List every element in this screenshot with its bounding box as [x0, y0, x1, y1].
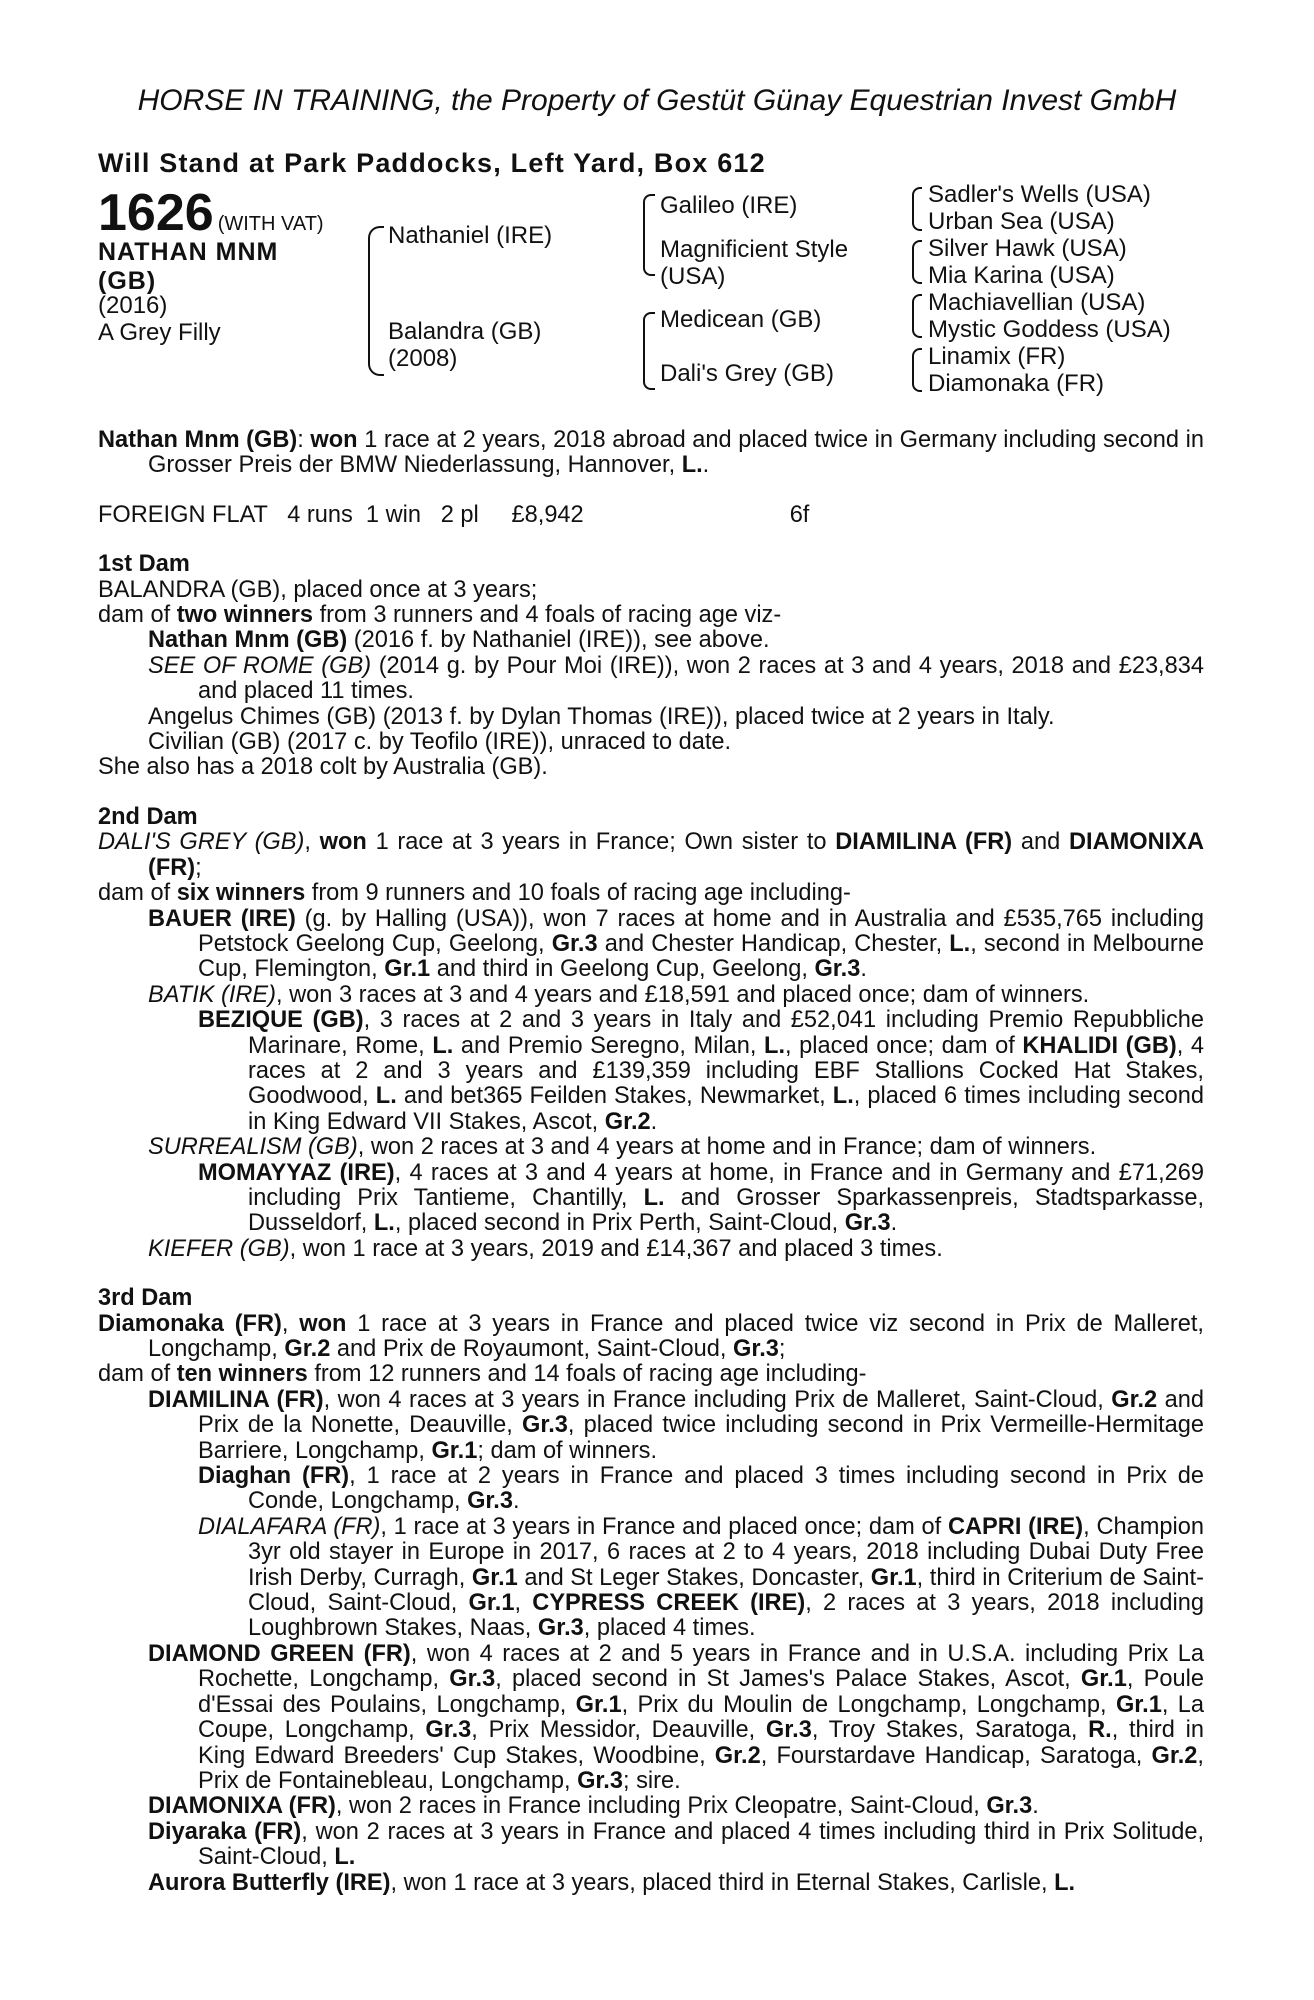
mom-g3: Gr.3 [844, 1210, 891, 1237]
dml-t1: , won 4 races at 3 years in France including Prix de Malleret, Saint-Cloud, [323, 1386, 1112, 1413]
fd-e2-name: SEE OF ROME (GB) [148, 652, 372, 679]
fd-e1-text: (2016 f. by Nathaniel (IRE)), see above. [347, 627, 770, 654]
dg-g2: Gr.1 [1080, 1666, 1127, 1693]
mom-g1: L. [643, 1184, 665, 1211]
dg-t6: , Prix Messidor, Deauville, [471, 1717, 766, 1744]
sur-text: , won 2 races at 3 and 4 years at home and in France; dam of winners. [357, 1134, 1097, 1161]
catalogue-header: HORSE IN TRAINING, the Property of Gestüt Günay Equestrian Invest GmbH [137, 84, 1177, 117]
sd-sister2: DIAMONIXA (FR) [148, 829, 1204, 881]
dml-g3: Gr.1 [431, 1437, 478, 1464]
first-dam-entry: Angelus Chimes (GB) (2013 f. by Dylan Thomas (IRE)), placed twice at 2 years in Italy. [148, 703, 1055, 730]
second-dam-entry [98, 983, 1204, 1008]
first-dam-line: BALANDRA (GB), placed once at 3 years; [98, 576, 538, 603]
pedigree-bracket-ss [912, 187, 922, 231]
khal-g2: L. [832, 1083, 854, 1110]
td-name: Diamonaka (FR) [98, 1310, 282, 1337]
bauer-g4: Gr.3 [814, 956, 861, 983]
bauer-t4: and third in Geelong Cup, Geelong, [430, 956, 815, 983]
dmx-g1: Gr.3 [986, 1793, 1033, 1820]
bez-t3: , placed once; dam of [785, 1032, 1023, 1059]
pedigree-sire-sire: Galileo (IRE) [660, 192, 798, 219]
first-dam-entry [98, 628, 1204, 653]
diy-t1: , won 2 races at 3 years in France and placed 4 times including third in Prix Solitude, Saint-Cloud, [198, 1818, 1204, 1871]
td-t2: 1 race at 3 years in France and placed twice viz second in Prix de Malleret, Longchamp, [148, 1310, 1204, 1362]
dg-g3: Gr.1 [575, 1691, 622, 1718]
second-dam-entry [98, 907, 1204, 983]
dg-g10: Gr.3 [577, 1767, 623, 1794]
dml-t2: and Prix de la Nonette, Deauville, [198, 1386, 1205, 1439]
sd-t4: ; [195, 854, 202, 881]
second-dam-heading: 2nd Dam [98, 803, 198, 830]
first-dam-entry: Civilian (GB) (2017 c. by Teofilo (IRE)), unraced to date. [148, 729, 732, 756]
diyaraka-name: Diyaraka (FR) [148, 1818, 302, 1845]
horse-name-line1: NATHAN MNM [98, 238, 279, 266]
capri-t3: , third in Criterium de Saint-Cloud, Saint-Cloud, [248, 1564, 1204, 1617]
td-runners: from 12 runners and 14 foals of racing age including- [307, 1361, 867, 1388]
horse-name [98, 238, 328, 296]
bez-g1: L. [432, 1032, 454, 1059]
dg-t8: , third in King Edward Breeders' Cup Stakes, Woodbine, [198, 1717, 1204, 1769]
dg-g1: Gr.3 [449, 1666, 496, 1693]
cyp-g1: Gr.3 [537, 1615, 584, 1642]
dg-g6: Gr.3 [765, 1717, 812, 1744]
bauer-t2: and Chester Handicap, Chester, [597, 930, 950, 957]
pedigree-sire-dam [660, 236, 848, 290]
sd-t3: and [1012, 829, 1069, 856]
khal-g1: L. [375, 1083, 397, 1110]
dg-t4: , Prix du Moulin de Longchamp, Longchamp, [621, 1691, 1116, 1718]
third-dam-entry [98, 1388, 1204, 1464]
mom-t4: . [890, 1210, 898, 1237]
sd-runners: from 9 runners and 10 foals of racing age including- [305, 880, 851, 907]
horse-name-line2: (GB) [98, 267, 157, 295]
pedigree-dam-name: Balandra (GB) [388, 318, 542, 345]
khal-t3: , placed 6 times including second in King Edward VII Stakes, Ascot, [248, 1083, 1205, 1135]
capri-g2: Gr.1 [870, 1564, 917, 1591]
cyp-t2: , placed 4 times. [583, 1615, 756, 1642]
bauer-t1: (g. by Halling (USA)), won 7 races at home and in Australia and £535,765 including Petstock Geelong Cup, Geelong, [198, 905, 1204, 957]
sd-t2: 1 race at 3 years in France; Own sister to [366, 829, 836, 856]
horse-summary: Nathan Mnm (GB): won 1 race at 2 years, 2018 abroad and placed twice in Germany including second in Grosser Preis der BMW Niederlassung, Hannover, L.. [98, 427, 1204, 479]
fd-runners: from 3 runners and 4 foals of racing age viz- [313, 602, 782, 629]
third-dam-entry [98, 1820, 1204, 1871]
race-record [98, 503, 1204, 528]
fd-dam-of: dam of [98, 602, 177, 629]
dml-g2: Gr.3 [521, 1412, 568, 1439]
record-placed: 2 pl [440, 501, 479, 528]
pedigree-sire-dam-name: Magnificient Style [660, 236, 849, 263]
summary-won: won [310, 427, 358, 453]
pedigree-dds: Linamix (FR) [928, 343, 1066, 370]
third-dam-entry [98, 1794, 1204, 1819]
stand-location: Will Stand at Park Paddocks, Left Yard, Box 612 [98, 148, 766, 178]
dg-g5: Gr.3 [425, 1717, 472, 1744]
pedigree-dam-sire: Medicean (GB) [660, 306, 822, 333]
dialafara-name: DIALAFARA (FR) [198, 1513, 381, 1540]
dg-t10: , Prix de Fontainebleau, Longchamp, [198, 1742, 1204, 1794]
aur-g1: L. [1054, 1869, 1076, 1896]
second-dam-subentry [98, 1161, 1204, 1237]
record-distance: 6f [789, 501, 810, 528]
mom-t1: , 4 races at 3 and 4 years at home, in France and in Germany and £71,269 including Prix Tantieme, Chantilly, [248, 1159, 1204, 1211]
khal-t4: . [650, 1108, 658, 1135]
mom-g2: L. [373, 1210, 395, 1237]
surrealism-name: SURREALISM (GB) [148, 1134, 358, 1161]
sd-dam-of: dam of [98, 880, 177, 907]
pedigree-dam-dam: Dali's Grey (GB) [660, 360, 834, 387]
second-dam-entry [98, 1135, 1204, 1160]
mom-t3: , placed second in Prix Perth, Saint-Cloud, [394, 1210, 845, 1237]
bauer-g3: Gr.1 [384, 956, 431, 983]
dfa-t1: , 1 race at 3 years in France and placed once; dam of [380, 1513, 948, 1540]
pedigree-bracket-gen1 [368, 226, 384, 376]
dg-g4: Gr.1 [1115, 1691, 1162, 1718]
bezique-name: BEZIQUE (GB) [198, 1007, 364, 1034]
pedigree-sdd: Mia Karina (USA) [928, 262, 1115, 289]
pedigree-sds: Silver Hawk (USA) [928, 235, 1127, 262]
pedigree-dsd: Mystic Goddess (USA) [928, 316, 1171, 343]
first-dam-entry [98, 654, 1204, 705]
pedigree-bracket-sire [643, 194, 655, 276]
kiefer-name: KIEFER (GB) [148, 1235, 290, 1262]
dg-t9: , Fourstardave Handicap, Saratoga, [760, 1742, 1152, 1769]
td-t1: , [281, 1310, 300, 1337]
sd-winners: six winners [176, 880, 306, 907]
bauer-t5: . [860, 956, 867, 983]
dg-t7: , Troy Stakes, Saratoga, [811, 1717, 1089, 1744]
batik-name: BATIK (IRE) [148, 981, 277, 1008]
dml-g1: Gr.2 [1111, 1386, 1158, 1413]
aurora-butterfly-name: Aurora Butterfly (IRE) [148, 1869, 391, 1896]
record-label: FOREIGN FLAT [98, 501, 268, 528]
third-dam-subentry [98, 1464, 1204, 1515]
horse-year: (2016) [98, 292, 168, 319]
khal-t2: and bet365 Feilden Stakes, Newmarket, [396, 1083, 833, 1110]
dg-t5: , La Coupe, Longchamp, [198, 1691, 1205, 1744]
fd-e1-name: Nathan Mnm (GB) [148, 627, 348, 654]
sd-name: DALI'S GREY (GB) [98, 829, 305, 856]
first-dam-also: She also has a 2018 colt by Australia (GB). [98, 754, 548, 781]
capri-t2: and St Leger Stakes, Doncaster, [517, 1564, 871, 1591]
third-dam-subentry [98, 1515, 1204, 1642]
pedigree-dss: Machiavellian (USA) [928, 289, 1146, 316]
fd-winners: two winners [176, 602, 314, 629]
bauer-name: BAUER (IRE) [148, 905, 296, 932]
dia-g1: Gr.3 [467, 1488, 513, 1515]
bez-g2: L. [764, 1032, 786, 1059]
third-dam-produce [98, 1362, 1204, 1387]
kief-text: , won 1 race at 3 years, 2019 and £14,367 and placed 3 times. [289, 1235, 943, 1262]
third-dam-heading: 3rd Dam [98, 1285, 193, 1312]
pedigree-sire: Nathaniel (IRE) [388, 222, 553, 249]
third-dam-line [98, 1312, 1204, 1363]
cyp-t1: , 2 races at 3 years, 2018 including Loughbrown Stakes, Naas, [248, 1590, 1204, 1642]
dia-t2: . [512, 1488, 520, 1515]
td-winners: ten winners [176, 1361, 308, 1388]
vat-note: (WITH VAT) [217, 213, 324, 235]
summary-grade: L. [681, 452, 703, 479]
summary-end: . [702, 452, 710, 479]
dg-g7: R. [1088, 1717, 1112, 1744]
dg-t1: , won 4 races at 2 and 5 years in France and in U.S.A. including Prix La Rochette, Longchamp, [198, 1640, 1204, 1693]
aur-t1: , won 1 race at 3 years, placed third in Eternal Stakes, Carlisle, [390, 1869, 1055, 1896]
sd-won: won [319, 829, 367, 856]
dml-t3: , placed twice including second in Prix Vermeille-Hermitage Barriere, Longchamp, [198, 1412, 1204, 1464]
pedigree-sire-dam-origin: (USA) [660, 263, 726, 290]
dg-t2: , placed second in St James's Palace Stakes, Ascot, [495, 1666, 1081, 1693]
third-dam-entry [98, 1642, 1204, 1794]
diamonixa-name: DIAMONIXA (FR) [148, 1793, 336, 1820]
td-t4: ; [778, 1336, 786, 1362]
mom-t2: and Grosser Sparkassenpreis, Stadtsparkasse, Dusseldorf, [248, 1184, 1204, 1237]
pedigree-bracket-ds [912, 294, 922, 338]
bauer-t3: , second in Melbourne Cup, Flemington, [198, 930, 1204, 983]
bez-t2: and Premio Seregno, Milan, [453, 1032, 765, 1059]
capri-t1: , Champion 3yr old stayer in Europe in 2017, 6 races at 2 to 4 years, 2018 including Dubai Duty Free Irish Derby, Curragh, [248, 1513, 1204, 1591]
dg-g8: Gr.2 [714, 1742, 761, 1769]
fd-e2-text: (2014 g. by Pour Moi (IRE)), won 2 races at 3 and 4 years, 2018 and £23,834 and placed 11 times. [198, 652, 1204, 705]
khal-t1: , 4 races at 2 and 3 years and £139,359 including EBF Stallions Cocked Hat Stakes, Goodwood, [248, 1032, 1204, 1110]
pedigree-sss: Sadler's Wells (USA) [928, 181, 1151, 208]
diamond-green-name: DIAMOND GREEN (FR) [148, 1640, 411, 1667]
first-dam-heading: 1st Dam [98, 551, 190, 578]
capri-name: CAPRI (IRE) [947, 1513, 1084, 1540]
cypress-creek-name: CYPRESS CREEK (IRE) [532, 1590, 806, 1617]
diy-g1: L. [334, 1844, 356, 1871]
bauer-g1: Gr.3 [551, 930, 598, 957]
td-g2: Gr.3 [732, 1336, 779, 1362]
diaghan-name: Diaghan (FR) [198, 1463, 350, 1490]
diamilina-name: DIAMILINA (FR) [148, 1386, 324, 1413]
summary-horse-name: Nathan Mnm (GB) [98, 427, 298, 453]
pedigree-dam [388, 318, 541, 372]
pedigree-bracket-dd [912, 348, 922, 392]
capri-t4: , [514, 1590, 533, 1617]
dg-g9: Gr.2 [1151, 1742, 1198, 1769]
pedigree-ddd: Diamonaka (FR) [928, 370, 1105, 397]
batik-text: , won 3 races at 3 and 4 years and £18,591 and placed once; dam of winners. [276, 981, 1090, 1008]
td-t3: and Prix de Royaumont, Saint-Cloud, [330, 1336, 733, 1362]
bauer-g2: L. [949, 930, 971, 957]
capri-g3: Gr.1 [468, 1590, 515, 1617]
dmx-t1: , won 2 races in France including Prix Cleopatre, Saint-Cloud, [335, 1793, 987, 1820]
third-dam-entry [98, 1871, 1204, 1896]
dg-t3: , Poule d'Essai des Poulains, Longchamp, [198, 1666, 1204, 1718]
dml-t4: ; dam of winners. [477, 1437, 658, 1464]
sd-sister1: DIAMILINA (FR) [835, 829, 1013, 856]
khal-g3: Gr.2 [604, 1108, 651, 1135]
khalidi-name: KHALIDI (GB) [1022, 1032, 1177, 1059]
pedigree-ssd: Urban Sea (USA) [928, 208, 1115, 235]
horse-description: A Grey Filly [98, 319, 221, 346]
second-dam-entry [98, 1237, 1204, 1262]
bez-t1: , 3 races at 2 and 3 years in Italy and £52,041 including Premio Repubbliche Marinare, Rome, [248, 1007, 1204, 1059]
horse-info [98, 292, 221, 346]
second-dam-subentry [98, 1008, 1204, 1135]
pedigree-bracket-sd [912, 240, 922, 284]
td-won: won [299, 1310, 347, 1337]
second-dam-produce [98, 881, 1204, 906]
td-g1: Gr.2 [284, 1336, 331, 1362]
record-earnings: £8,942 [511, 501, 584, 528]
capri-g1: Gr.1 [471, 1564, 518, 1591]
momayyaz-name: MOMAYYAZ (IRE) [198, 1159, 395, 1186]
catalogue-body [98, 428, 1204, 1896]
first-dam-produce [98, 603, 1204, 628]
summary-text: 1 race at 2 years, 2018 abroad and placed twice in Germany including second in Grosser Preis der BMW Niederlassung, Hannover, [148, 427, 1204, 479]
dia-t1: , 1 race at 2 years in France and placed 3 times including second in Prix de Conde, Longchamp, [248, 1463, 1204, 1515]
record-runs: 4 runs [287, 501, 353, 528]
record-wins: 1 win [365, 501, 422, 528]
second-dam-line [98, 830, 1204, 881]
lot-number-value: 1626 [98, 184, 214, 242]
dg-t11: ; sire. [622, 1767, 681, 1794]
pedigree-bracket-dam [643, 312, 655, 390]
sd-t1: , [304, 829, 320, 856]
pedigree-dam-year: (2008) [388, 345, 458, 372]
td-dam-of: dam of [98, 1361, 177, 1388]
dmx-t2: . [1032, 1793, 1039, 1820]
